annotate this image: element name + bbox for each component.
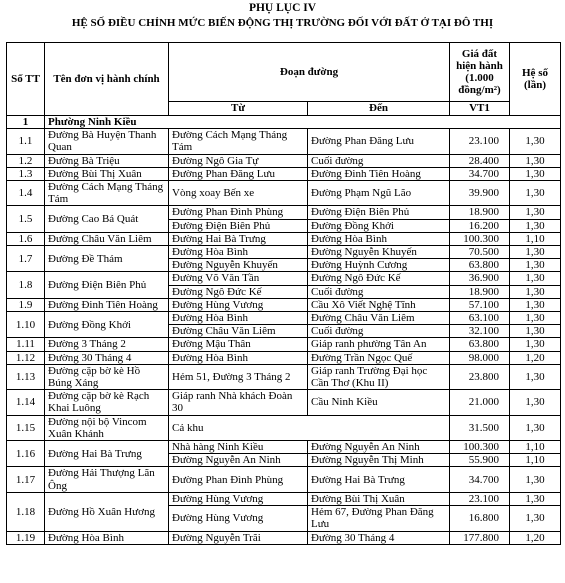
segment-to: Giáp ranh Trường Đại học Cần Thơ (Khu II) <box>308 364 450 389</box>
appendix-label: PHỤ LỤC IV <box>248 2 317 14</box>
header-unit: Tên đơn vị hành chính <box>45 43 169 116</box>
table-row <box>7 531 561 544</box>
coefficient-value: 1,30 <box>510 312 561 325</box>
table-row <box>7 298 561 311</box>
price-value: 98.000 <box>450 351 510 364</box>
table-row <box>7 272 561 285</box>
unit-name: Đường Bà Huyện Thanh Quan <box>45 129 169 154</box>
coefficient-value: 1,30 <box>510 246 561 259</box>
segment-from: Vòng xoay Bến xe <box>169 181 308 206</box>
price-value: 39.900 <box>450 181 510 206</box>
segment-from: Đường Châu Văn Liêm <box>169 325 308 338</box>
price-value: 177.800 <box>450 531 510 544</box>
price-value: 23.100 <box>450 129 510 154</box>
unit-name: Đường Hồ Xuân Hương <box>45 492 169 531</box>
table-row <box>7 167 561 180</box>
segment-from: Đường Hùng Vương <box>169 506 308 531</box>
coefficient-value: 1,30 <box>510 467 561 492</box>
coefficient-value: 1,30 <box>510 298 561 311</box>
table-row <box>7 364 561 389</box>
unit-name: Đường Bà Triệu <box>45 154 169 167</box>
unit-name: Đường Hòa Bình <box>45 531 169 544</box>
unit-name: Đường cặp bờ kè Rạch Khai Luông <box>45 390 169 415</box>
segment-to: Đường Hai Bà Trưng <box>308 467 450 492</box>
unit-name: Đường 3 Tháng 2 <box>45 338 169 351</box>
price-value: 63.800 <box>450 338 510 351</box>
section-row <box>7 116 561 129</box>
row-number: 1.6 <box>7 232 45 245</box>
price-value: 70.500 <box>450 246 510 259</box>
price-value: 63.800 <box>450 259 510 272</box>
segment-to: Đường Đinh Tiên Hoàng <box>308 167 450 180</box>
segment-from: Đường Mậu Thân <box>169 338 308 351</box>
price-value: 16.800 <box>450 506 510 531</box>
coefficient-value: 1,20 <box>510 351 561 364</box>
row-number: 1.11 <box>7 338 45 351</box>
segment-to: Cầu Xô Viết Nghệ Tĩnh <box>308 298 450 311</box>
document-title: HỆ SỐ ĐIỀU CHỈNH MỨC BIẾN ĐỘNG THỊ TRƯỜNG ĐỐI VỚI ĐẤT Ở TẠI ĐÔ THỊ <box>71 17 494 29</box>
price-value: 100.300 <box>450 441 510 454</box>
segment-to: Đường Nguyễn Thị Minh <box>308 454 450 467</box>
price-value: 36.900 <box>450 272 510 285</box>
document-header <box>0 0 565 31</box>
segment-from: Đường Nguyễn An Ninh <box>169 454 308 467</box>
segment-from: Đường Hùng Vương <box>169 492 308 505</box>
segment-to: Đường Nguyễn Khuyến <box>308 246 450 259</box>
header-price: Giá đất hiện hành (1.000 đồng/m²) <box>450 43 510 102</box>
row-number: 1.18 <box>7 492 45 531</box>
table-row <box>7 154 561 167</box>
header-vt1: VT1 <box>450 102 510 116</box>
table-row <box>7 181 561 206</box>
segment-from: Đường Hòa Bình <box>169 312 308 325</box>
unit-name: Đường Điện Biên Phủ <box>45 272 169 298</box>
section-number: 1 <box>7 116 45 129</box>
table-row <box>7 312 561 325</box>
header-stt: Số TT <box>7 43 45 116</box>
segment-from: Cả khu <box>169 415 450 440</box>
segment-to: Cuối đường <box>308 325 450 338</box>
price-value: 18.900 <box>450 206 510 219</box>
unit-name: Đường Châu Văn Liêm <box>45 232 169 245</box>
price-value: 31.500 <box>450 415 510 440</box>
header-route: Đoạn đường <box>169 43 450 102</box>
segment-to: Cuối đường <box>308 154 450 167</box>
segment-from: Giáp ranh Nhà khách Đoàn 30 <box>169 390 308 415</box>
coefficient-value: 1,10 <box>510 454 561 467</box>
segment-from: Đường Phan Đình Phùng <box>169 206 308 219</box>
row-number: 1.5 <box>7 206 45 232</box>
segment-to: Đường Phan Đăng Lưu <box>308 129 450 154</box>
segment-from: Đường Hòa Bình <box>169 351 308 364</box>
segment-to: Đường Đồng Khởi <box>308 219 450 232</box>
segment-from: Đường Cách Mạng Tháng Tám <box>169 129 308 154</box>
price-value: 23.800 <box>450 364 510 389</box>
coefficient-value: 1,30 <box>510 206 561 219</box>
price-value: 55.900 <box>450 454 510 467</box>
price-value: 34.700 <box>450 167 510 180</box>
price-value: 28.400 <box>450 154 510 167</box>
coefficient-value: 1,30 <box>510 272 561 285</box>
row-number: 1.19 <box>7 531 45 544</box>
table-row <box>7 206 561 219</box>
coefficient-value: 1,30 <box>510 154 561 167</box>
coefficient-value: 1,30 <box>510 325 561 338</box>
coefficient-value: 1,30 <box>510 364 561 389</box>
segment-from: Đường Phan Đình Phùng <box>169 467 308 492</box>
table-row <box>7 338 561 351</box>
price-value: 100.300 <box>450 232 510 245</box>
coefficient-value: 1,30 <box>510 259 561 272</box>
section-name: Phường Ninh Kiều <box>45 116 561 129</box>
segment-from: Đường Phan Đăng Lưu <box>169 167 308 180</box>
price-value: 57.100 <box>450 298 510 311</box>
price-value: 16.200 <box>450 219 510 232</box>
coefficient-value: 1,10 <box>510 441 561 454</box>
row-number: 1.13 <box>7 364 45 389</box>
unit-name: Đường Đinh Tiên Hoàng <box>45 298 169 311</box>
table-row <box>7 351 561 364</box>
unit-name: Đường Đồng Khởi <box>45 312 169 338</box>
segment-from: Đường Nguyễn Trãi <box>169 531 308 544</box>
segment-to: Đường Ngô Đức Kế <box>308 272 450 285</box>
row-number: 1.3 <box>7 167 45 180</box>
segment-from: Đường Ngô Đức Kế <box>169 285 308 298</box>
coefficient-value: 1,30 <box>510 492 561 505</box>
row-number: 1.10 <box>7 312 45 338</box>
segment-from: Hẻm 51, Đường 3 Tháng 2 <box>169 364 308 389</box>
segment-to: Giáp ranh phường Tân An <box>308 338 450 351</box>
segment-to: Đường Bùi Thị Xuân <box>308 492 450 505</box>
unit-name: Đường Hải Thượng Lãn Ông <box>45 467 169 492</box>
segment-to: Đường 30 Tháng 4 <box>308 531 450 544</box>
unit-name: Đường Bùi Thị Xuân <box>45 167 169 180</box>
unit-name: Đường nội bộ Vincom Xuân Khánh <box>45 415 169 440</box>
unit-name: Đường Hai Bà Trưng <box>45 441 169 467</box>
unit-name: Đường Đề Thám <box>45 246 169 272</box>
unit-name: Đường Cao Bá Quát <box>45 206 169 232</box>
coefficient-value: 1,30 <box>510 415 561 440</box>
coefficient-value: 1,30 <box>510 129 561 154</box>
header-coefficient: Hệ số (lần) <box>510 43 561 116</box>
row-number: 1.17 <box>7 467 45 492</box>
price-value: 18.900 <box>450 285 510 298</box>
unit-name: Đường Cách Mạng Tháng Tám <box>45 181 169 206</box>
coefficient-value: 1,30 <box>510 167 561 180</box>
segment-to: Đường Trần Ngọc Quế <box>308 351 450 364</box>
coefficient-value: 1,30 <box>510 390 561 415</box>
coefficient-value: 1,20 <box>510 531 561 544</box>
row-number: 1.14 <box>7 390 45 415</box>
segment-to: Đường Điện Biên Phủ <box>308 206 450 219</box>
table-row <box>7 441 561 454</box>
price-value: 21.000 <box>450 390 510 415</box>
table-row <box>7 415 561 440</box>
table-row <box>7 467 561 492</box>
segment-from: Nhà hàng Ninh Kiều <box>169 441 308 454</box>
table-row <box>7 246 561 259</box>
row-number: 1.9 <box>7 298 45 311</box>
coefficient-value: 1,10 <box>510 232 561 245</box>
row-number: 1.4 <box>7 181 45 206</box>
segment-from: Đường Hòa Bình <box>169 246 308 259</box>
table-row <box>7 129 561 154</box>
segment-to: Đường Hòa Bình <box>308 232 450 245</box>
row-number: 1.12 <box>7 351 45 364</box>
unit-name: Đường 30 Tháng 4 <box>45 351 169 364</box>
segment-to: Đường Châu Văn Liêm <box>308 312 450 325</box>
row-number: 1.16 <box>7 441 45 467</box>
coefficient-value: 1,30 <box>510 285 561 298</box>
coefficient-value: 1,30 <box>510 338 561 351</box>
segment-to: Đường Nguyễn An Ninh <box>308 441 450 454</box>
segment-from: Đường Hai Bà Trưng <box>169 232 308 245</box>
header-from: Từ <box>169 102 308 116</box>
segment-to: Cuối đường <box>308 285 450 298</box>
segment-from: Đường Võ Văn Tần <box>169 272 308 285</box>
table-row <box>7 492 561 505</box>
table-row <box>7 232 561 245</box>
segment-to: Đường Phạm Ngũ Lão <box>308 181 450 206</box>
row-number: 1.7 <box>7 246 45 272</box>
segment-to: Hẻm 67, Đường Phan Đăng Lưu <box>308 506 450 531</box>
row-number: 1.8 <box>7 272 45 298</box>
segment-from: Đường Điện Biên Phủ <box>169 219 308 232</box>
table-body <box>7 116 561 545</box>
price-value: 23.100 <box>450 492 510 505</box>
price-coefficient-table <box>6 42 561 545</box>
price-value: 34.700 <box>450 467 510 492</box>
coefficient-value: 1,30 <box>510 181 561 206</box>
segment-from: Đường Hùng Vương <box>169 298 308 311</box>
price-value: 63.100 <box>450 312 510 325</box>
price-value: 32.100 <box>450 325 510 338</box>
row-number: 1.15 <box>7 415 45 440</box>
segment-from: Đường Ngô Gia Tự <box>169 154 308 167</box>
row-number: 1.2 <box>7 154 45 167</box>
coefficient-value: 1,30 <box>510 506 561 531</box>
row-number: 1.1 <box>7 129 45 154</box>
segment-to: Cầu Ninh Kiều <box>308 390 450 415</box>
unit-name: Đường cặp bờ kè Hồ Búng Xáng <box>45 364 169 389</box>
table-row <box>7 390 561 415</box>
coefficient-value: 1,30 <box>510 219 561 232</box>
segment-from: Đường Nguyễn Khuyến <box>169 259 308 272</box>
header-to: Đến <box>308 102 450 116</box>
segment-to: Đường Huỳnh Cương <box>308 259 450 272</box>
